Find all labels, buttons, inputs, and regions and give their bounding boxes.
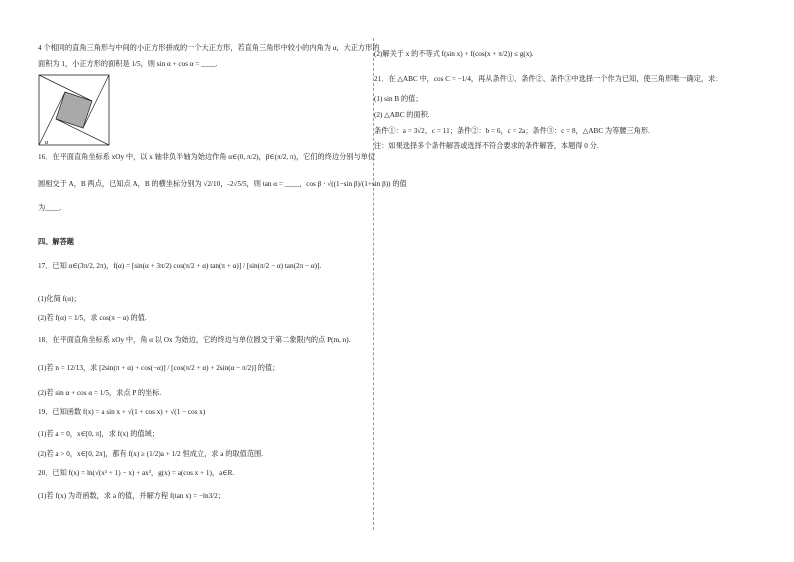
question-16-line-1: 16．在平面直角坐标系 xOy 中，以 x 轴非负半轴为始边作角 α∈(0, π/2)，β∈(π/2, π)，它们的终边分别与单位 [38, 153, 376, 161]
question-18-part-2: (2)若 sin α + cos α = 1/5，求点 P 的坐标. [38, 389, 162, 397]
section-heading-answers: 四、解答题 [38, 238, 74, 246]
problem-15-line-2: 面积为 1，小正方形的面积是 1/5，则 sin α + cos α = ____. [38, 60, 218, 68]
question-16-line-3: 为____. [38, 204, 62, 212]
question-20-statement: 20．已知 f(x) = ln(√(x² + 1) − x) + ax³，g(x) = a(cos x + 1)，a∈R. [38, 469, 235, 477]
question-21-conditions: 条件①：a = 3√2，c = 11；条件②：b = 6，c = 2a；条件③：c = 8，△ABC 为等腰三角形. [374, 127, 650, 135]
question-19-part-1: (1)若 a = 0，x∈[0, π]，求 f(x) 的值域； [38, 430, 159, 438]
question-20-part-1: (1)若 f(x) 为奇函数，求 a 的值，并解方程 f(tan x) = −ln3/2； [38, 492, 225, 500]
question-18-part-1: (1)若 n = 12/13，求 [2sin(π + α) + cos(−α)] / [cos(π/2 + α) + 2sin(α − π/2)] 的值； [38, 364, 280, 372]
question-16-line-2: 圆相交于 A，B 两点，已知点 A，B 的横坐标分别为 √2/10，-2√5/5，则 tan α = ____，cos β · √((1−sin β)/(1+sin β)) 的值 [38, 180, 407, 188]
question-17-part-2: (2)若 f(α) = 1/5，求 cos(π − α) 的值. [38, 314, 147, 322]
question-20-part-2: (2)解关于 x 的不等式 f(sin x) + f(cos(x + π/2)) ≤ g(x). [374, 50, 534, 58]
question-18-statement: 18．在平面直角坐标系 xOy 中，角 α 以 Ox 为始边，它的终边与单位圆交于第二象限内的点 P(m, n). [38, 336, 351, 344]
question-17-statement: 17．已知 α∈(3π/2, 2π)，f(α) = [sin(α + 3π/2) cos(π/2 + α) tan(π + α)] / [sin(π/2 − α) tan(2π − α)]. [38, 262, 322, 270]
question-19-statement: 19．已知函数 f(x) = a sin x + √(1 + cos x) + √(1 − cos x) [38, 408, 206, 416]
pinwheel-square-figure [36, 72, 116, 148]
question-19-part-2: (2)若 a > 0，x∈[0, 2π]，都有 f(x) ≥ (1/2)a + 1/2 恒成立，求 a 的取值范围. [38, 450, 264, 458]
question-21-statement: 21．在 △ABC 中，cos C = −1/4，再从条件①、条件②、条件③中选择一个作为已知，使三角形唯一确定，求： [374, 75, 723, 83]
question-17-part-1: (1)化简 f(α)； [38, 295, 81, 303]
problem-15-line-1: 4 个相同的直角三角形与中间的小正方形拼成的一个大正方形，若直角三角形中较小的内角为 α，大正方形的 [38, 44, 380, 52]
alpha-angle-label: α [45, 140, 49, 146]
question-21-note: 注：如果选择多个条件解答或选择不符合要求的条件解答，本题得 0 分. [374, 142, 599, 150]
question-21-part-2: (2) △ABC 的面积. [374, 111, 430, 119]
question-21-part-1: (1) sin B 的值； [374, 95, 423, 103]
